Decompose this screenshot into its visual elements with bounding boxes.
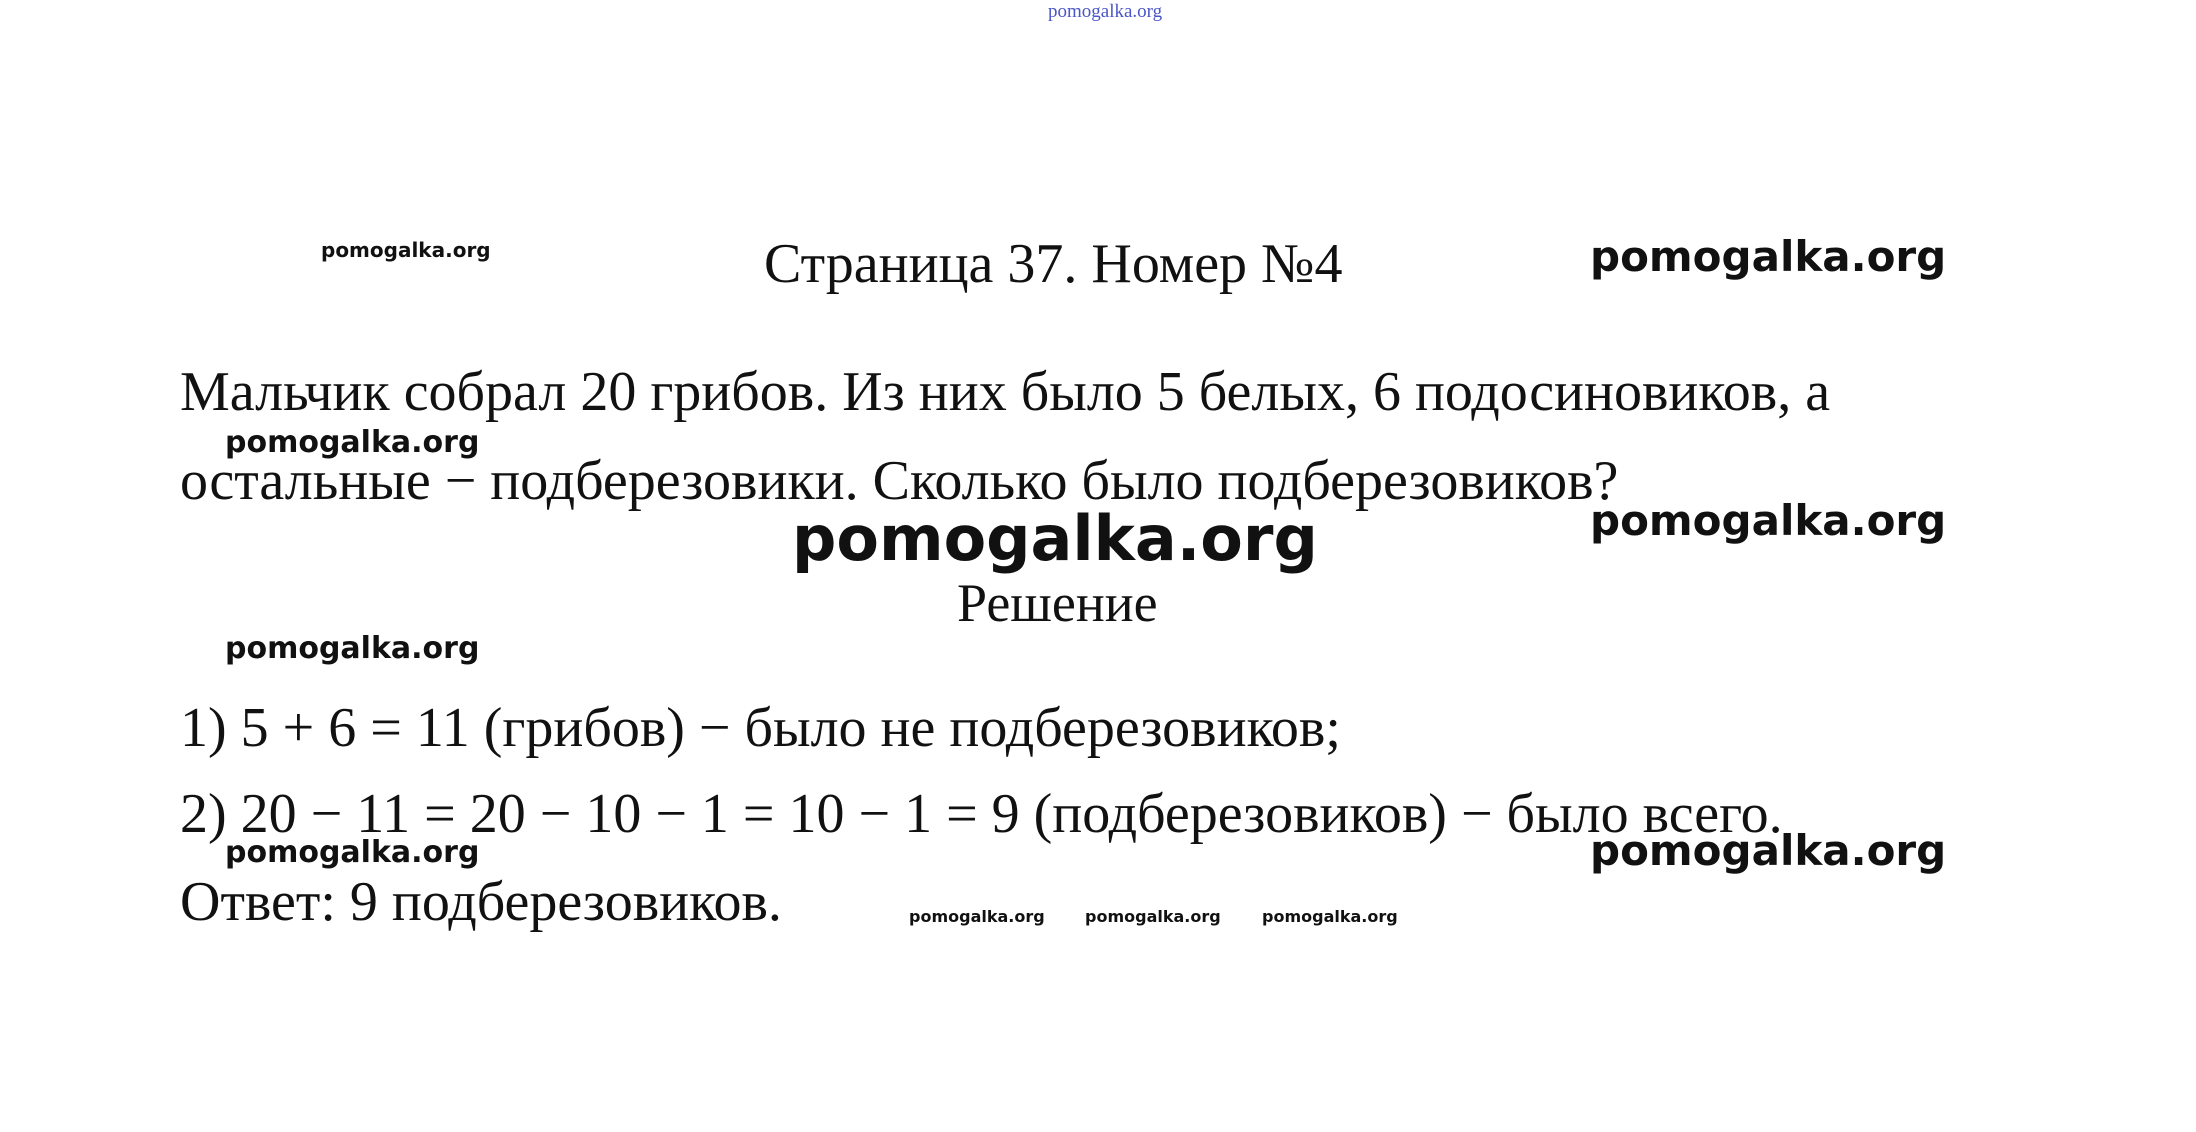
solution-heading: Решение	[957, 573, 1158, 633]
watermark-tiny-2: pomogalka.org	[1085, 907, 1221, 926]
watermark-medium-left-3: pomogalka.org	[225, 835, 480, 870]
problem-text-line-2: остальные − подберезовики. Сколько было подберезовиков?	[180, 450, 1619, 512]
watermark-large-right-3: pomogalka.org	[1590, 826, 1947, 875]
watermark-tiny-3: pomogalka.org	[1262, 907, 1398, 926]
problem-text-line-1: Мальчик собрал 20 грибов. Из них было 5 белых, 6 подосиновиков, а	[180, 361, 1831, 423]
watermark-large-top-right: pomogalka.org	[1590, 232, 1947, 281]
watermark-large-right-2: pomogalka.org	[1590, 496, 1947, 545]
watermark-medium-left-2: pomogalka.org	[225, 631, 480, 666]
answer-text: Ответ: 9 подберезовиков.	[180, 871, 782, 933]
watermark-medium-left-1: pomogalka.org	[225, 425, 480, 460]
watermark-extra-large-center: pomogalka.org	[792, 502, 1318, 575]
watermark-small-top-left: pomogalka.org	[321, 238, 491, 262]
solution-step-2: 2) 20 − 11 = 20 − 10 − 1 = 10 − 1 = 9 (подберезовиков) − было всего.	[180, 783, 1783, 845]
solution-step-1: 1) 5 + 6 = 11 (грибов) − было не подберезовиков;	[180, 697, 1341, 759]
top-site-link[interactable]: pomogalka.org	[1048, 1, 1163, 22]
page-title: Страница 37. Номер №4	[764, 233, 1343, 295]
watermark-tiny-1: pomogalka.org	[909, 907, 1045, 926]
